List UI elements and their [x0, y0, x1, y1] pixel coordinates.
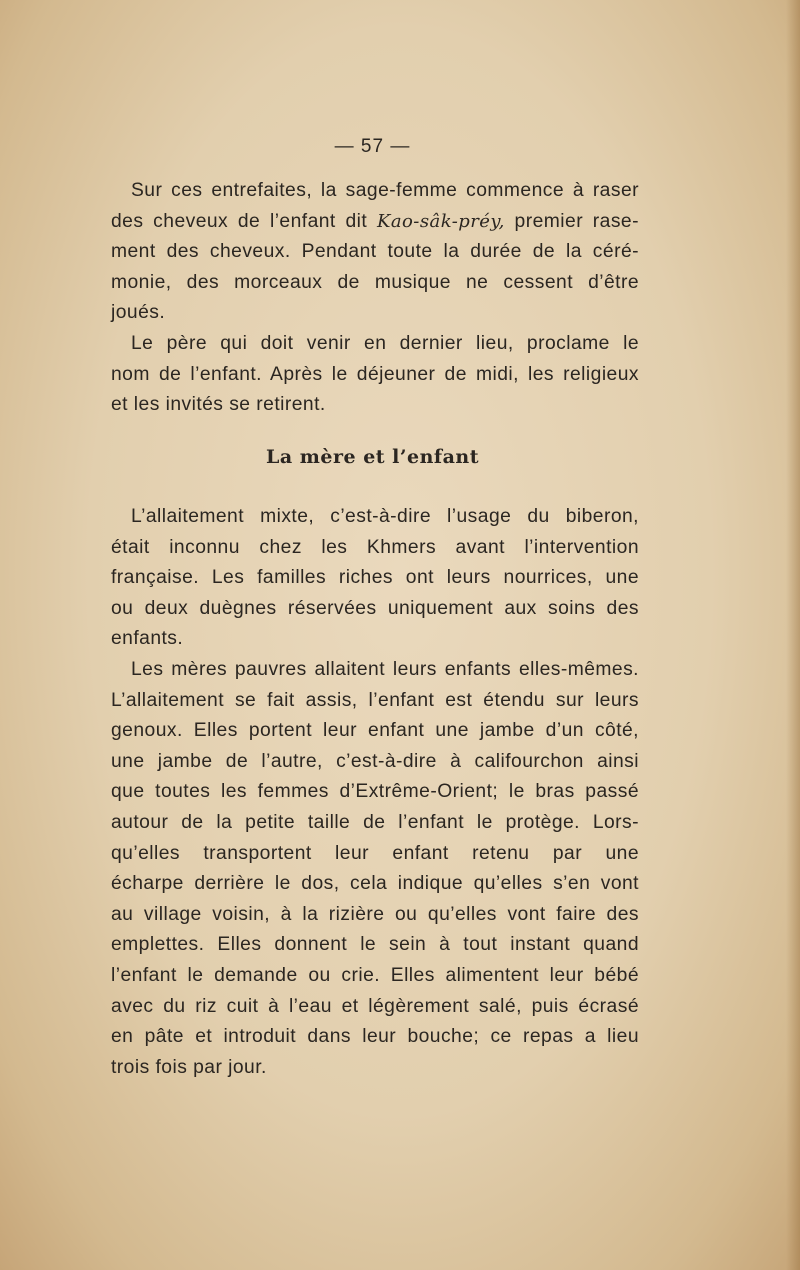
text-line: ou deux duègnes réservées uniquement aux soins des — [111, 597, 639, 619]
text-line: ment des cheveux. Pendant toute la durée de la céré- — [111, 241, 639, 263]
text-line: L’allaitement mixte, c’est-à-dire l’usage du biberon, — [131, 506, 639, 527]
text-line: française. Les familles riches ont leurs nourrices, une — [111, 567, 639, 589]
text-line: que toutes les femmes d’Extrême-Orient; le bras passé — [111, 781, 639, 803]
section-1-text — [111, 176, 639, 421]
text-fragment: des cheveux de l’enfant dit — [111, 210, 377, 232]
section-2-text — [111, 502, 639, 1083]
text-line: Sur ces entrefaites, la sage-femme commence à raser — [131, 180, 639, 201]
text-line: était inconnu chez les Khmers avant l’intervention — [111, 536, 639, 558]
text-line: L’allaitement se fait assis, l’enfant est étendu sur leurs — [111, 689, 639, 711]
text-line: avec du riz cuit à l’eau et légèrement salé, puis écrasé — [111, 995, 639, 1017]
text-line: nom de l’enfant. Après le déjeuner de midi, les religieux — [111, 363, 639, 385]
text-line: Le père qui doit venir en dernier lieu, proclame le — [131, 332, 639, 354]
text-line — [111, 207, 639, 238]
text-line: en pâte et introduit dans leur bouche; ce repas a lieu — [111, 1026, 639, 1048]
text-fragment: premier rase- — [504, 210, 639, 232]
text-line: monie, des morceaux de musique ne cessent d’être — [111, 271, 639, 293]
page-edge-shadow — [786, 0, 800, 1270]
page-number: — 57 — — [334, 136, 411, 157]
text-line: trois fois par jour. — [111, 1056, 267, 1078]
text-line: genoux. Elles portent leur enfant une jambe d’un côté, — [111, 720, 639, 742]
text-line: au village voisin, à la rizière ou qu’elles vont faire des — [111, 903, 639, 925]
text-line: l’enfant le demande ou crie. Elles alimentent leur bébé — [111, 964, 639, 986]
text-line: emplettes. Elles donnent le sein à tout instant quand — [111, 934, 639, 956]
text-line: et les invités se retirent. — [111, 394, 326, 416]
text-line: joués. — [111, 302, 166, 324]
text-line: Les mères pauvres allaitent leurs enfants elles-mêmes. — [131, 658, 639, 680]
text-line: écharpe derrière le dos, cela indique qu’elles s’en vont — [111, 873, 639, 895]
text-line: une jambe de l’autre, c’est-à-dire à califourchon ainsi — [111, 750, 639, 772]
text-line: qu’elles transportent leur enfant retenu par une — [111, 842, 639, 864]
section-heading: La mère et l’enfant — [266, 446, 479, 468]
text-line: autour de la petite taille de l’enfant le protège. Lors- — [111, 811, 639, 833]
text-line: enfants. — [111, 628, 184, 650]
italic-term: Kao-sâk-préy, — [376, 210, 505, 232]
